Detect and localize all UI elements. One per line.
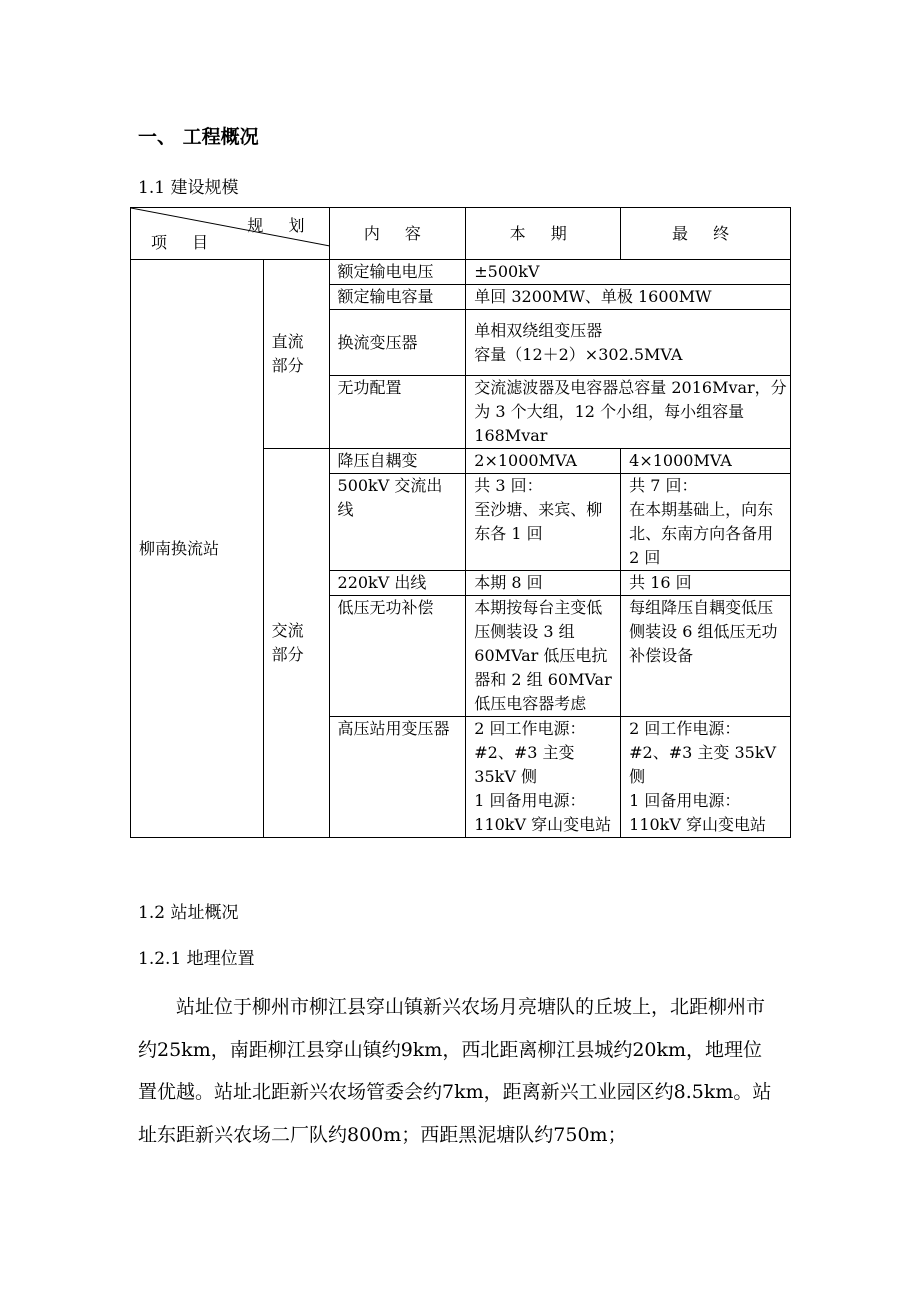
row-item: 低压无功补偿 <box>329 596 466 717</box>
row-item: 额定输电电压 <box>329 260 466 285</box>
row-item: 额定输电容量 <box>329 285 466 310</box>
header-plan-label: 规 划 <box>247 216 315 235</box>
row-item: 无功配置 <box>329 376 466 449</box>
subsection-1-2-title: 1.2 站址概况 <box>138 903 239 923</box>
ac-part-cell: 交流 部分 <box>263 449 329 838</box>
construction-scale-table <box>130 207 791 838</box>
row-current: 本期按每台主变低压侧装设 3 组 60MVar 低压电抗器和 2 组 60MVar 低压电容器考虑 <box>466 596 621 717</box>
row-current: 本期 8 回 <box>466 571 621 596</box>
subsection-1-1-title: 1.1 建设规模 <box>138 178 239 198</box>
site-location-paragraph <box>138 986 778 1156</box>
row-item: 500kV 交流出线 <box>329 474 466 571</box>
row-item: 高压站用变压器 <box>329 717 466 838</box>
row-current: 2 回工作电源： #2、#3 主变 35kV 侧 1 回备用电源： 110kV 穿山变电站 <box>466 717 621 838</box>
dc-part-cell: 直流 部分 <box>263 260 329 449</box>
row-current: 2×1000MVA <box>466 449 621 474</box>
diagonal-header-cell <box>131 208 330 260</box>
header-item-label: 项 目 <box>151 233 219 252</box>
paragraph-text: 站址位于柳州市柳江县穿山镇新兴农场月亮塘队的丘坡上，北距柳州市约25km，南距柳江县穿山镇约9km，西北距离柳江县城约20km，地理位置优越。站址北距新兴农场管委会约7km，距离新兴工业园区约8.5km。站址东距新兴农场二厂队约800m；西距黑泥塘队约750m； <box>138 996 772 1146</box>
row-final: 共 16 回 <box>621 571 791 596</box>
table-row <box>131 260 791 285</box>
row-final: 4×1000MVA <box>621 449 791 474</box>
row-item: 降压自耦变 <box>329 449 466 474</box>
section-title: 一、 工程概况 <box>138 126 259 148</box>
row-final: 共 7 回： 在本期基础上，向东北、东南方向各备用 2 回 <box>621 474 791 571</box>
row-item: 换流变压器 <box>329 310 466 376</box>
header-content: 内 容 <box>329 208 466 260</box>
header-final-phase: 最 终 <box>621 208 791 260</box>
header-current-phase: 本 期 <box>466 208 621 260</box>
row-value: 单相双绕组变压器 容量（12＋2）×302.5MVA <box>466 310 791 376</box>
row-value: 交流滤波器及电容器总容量 2016Mvar，分为 3 个大组，12 个小组，每小组容量 168Mvar <box>466 376 791 449</box>
table-header-row <box>131 208 791 260</box>
row-item: 220kV 出线 <box>329 571 466 596</box>
row-final: 每组降压自耦变低压侧装设 6 组低压无功补偿设备 <box>621 596 791 717</box>
row-final: 2 回工作电源： #2、#3 主变 35kV 侧 1 回备用电源： 110kV 穿山变电站 <box>621 717 791 838</box>
station-name-cell: 柳南换流站 <box>131 260 264 838</box>
subsection-1-2-1-title: 1.2.1 地理位置 <box>138 949 255 969</box>
row-value: ±500kV <box>466 260 791 285</box>
row-value: 单回 3200MW、单极 1600MW <box>466 285 791 310</box>
row-current: 共 3 回： 至沙塘、来宾、柳东各 1 回 <box>466 474 621 571</box>
